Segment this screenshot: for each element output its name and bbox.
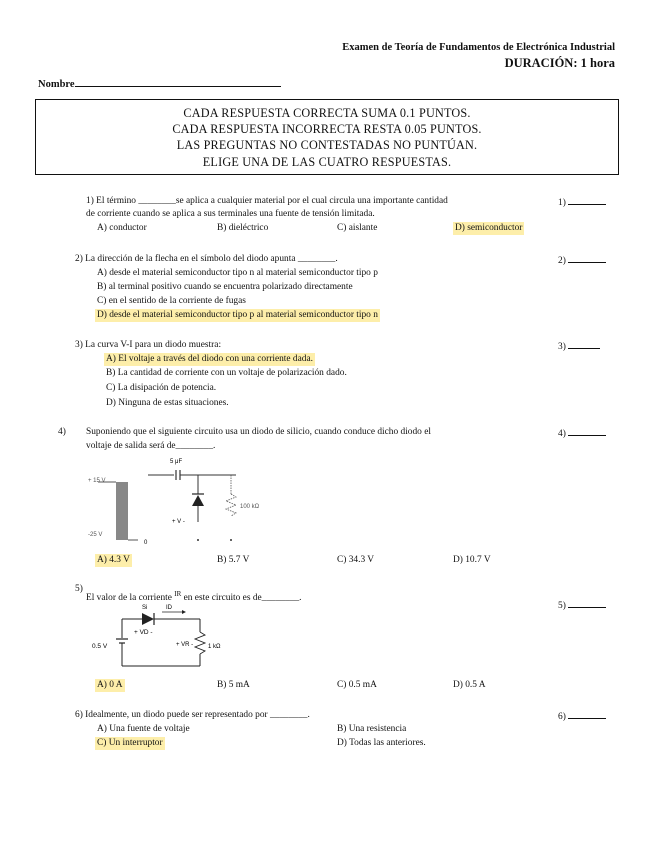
- q5-answer-line: [568, 598, 606, 608]
- q2-option-b: B) al terminal positivo cuando se encuentra polarizado directamente: [97, 282, 353, 292]
- q6-option-d: D) Todas las anteriores.: [337, 738, 426, 748]
- q4-number: 4): [58, 427, 66, 437]
- instruction-line: CADA RESPUESTA INCORRECTA RESTA 0.05 PUNTOS.: [172, 122, 482, 137]
- vin-bottom-label: -25 V: [88, 532, 103, 538]
- q2-answer: [558, 253, 606, 266]
- q6-answer: [558, 709, 606, 722]
- q1-stem-line1: 1) El término ________se aplica a cualquier material por el cual circula una importante cantidad: [86, 196, 448, 206]
- diode-symbol: [192, 495, 204, 506]
- q5-option-c: C) 0.5 mA: [337, 680, 377, 690]
- q2-option-c: C) en el sentido de la corriente de fugas: [97, 296, 246, 306]
- q3-stem: 3) La curva V-I para un diodo muestra:: [75, 340, 222, 350]
- q4-stem-line1: Suponiendo que el siguiente circuito usa un diodo de silicio, cuando conduce dicho diodo el: [86, 427, 431, 437]
- output-terminal: [197, 539, 199, 541]
- q6-answer-line: [568, 709, 606, 719]
- q4-answer: [558, 426, 606, 439]
- q4-circuit-diagram: [86, 454, 306, 554]
- q5-circuit-diagram: [90, 600, 240, 675]
- diode-symbol: [142, 613, 154, 625]
- instructions-box: [35, 99, 619, 175]
- q3-answer-label: 3): [558, 342, 566, 352]
- q2-option-d-selected: D) desde el material semiconductor tipo p al material semiconductor tipo n: [97, 310, 378, 320]
- q4-option-a-selected: A) 4.3 V: [97, 555, 130, 565]
- q5-stem-pre: El valor de la corriente: [86, 593, 172, 604]
- instruction-line: LAS PREGUNTAS NO CONTESTADAS NO PUNTÚAN.: [176, 138, 478, 153]
- r-label: 1 kΩ: [208, 644, 221, 650]
- q4-option-d: D) 10.7 V: [453, 555, 491, 565]
- q1-stem-line2: de corriente cuando se aplica a sus terminales una fuente de tensión limitada.: [86, 209, 375, 219]
- source-label: 0.5 V: [92, 643, 108, 650]
- q2-stem: 2) La dirección de la flecha en el símbolo del diodo apunta ________.: [75, 254, 338, 264]
- q5-stem-post: en este circuito es de________.: [183, 593, 302, 604]
- q4-option-b: B) 5.7 V: [217, 555, 250, 565]
- vin-top-label: + 15 V: [88, 478, 106, 484]
- q6-option-c-selected: C) Un interruptor: [97, 738, 163, 748]
- q6-option-a: A) Una fuente de voltaje: [97, 724, 190, 734]
- q2-option-a: A) desde el material semiconductor tipo n al material semiconductor tipo p: [97, 268, 378, 278]
- q5-option-b: B) 5 mA: [217, 680, 250, 690]
- q5-current-symbol: IR: [174, 590, 182, 598]
- q4-stem-line2: voltaje de salida será de________.: [86, 441, 216, 451]
- vd-label: + V -: [172, 519, 185, 525]
- current-arrowhead: [182, 610, 186, 614]
- ground-label: 0: [144, 540, 148, 546]
- q4-answer-label: 4): [558, 429, 566, 439]
- capacitor-label: 5 μF: [170, 459, 183, 465]
- q4-option-c: C) 34.3 V: [337, 555, 375, 565]
- resistor-symbol: [226, 494, 236, 516]
- exam-title: Examen de Teoría de Fundamentos de Electrónica Industrial: [342, 42, 615, 53]
- q1-answer-line: [568, 195, 606, 205]
- input-waveform-pulse: [116, 482, 128, 540]
- resistor-symbol: [195, 632, 205, 654]
- name-label: Nombre: [38, 79, 75, 90]
- q5-answer: [558, 598, 606, 611]
- q3-option-c: C) La disipación de potencia.: [106, 383, 217, 393]
- q3-option-a-selected: A) El voltaje a través del diodo con una corriente dada.: [106, 354, 313, 364]
- exam-duration: DURACIÓN: 1 hora: [504, 56, 615, 70]
- name-blank-line: [75, 76, 281, 87]
- q1-answer-label: 1): [558, 198, 566, 208]
- q3-answer: [558, 339, 600, 352]
- q2-answer-label: 2): [558, 256, 566, 266]
- q6-option-b: B) Una resistencia: [337, 724, 407, 734]
- vr-label: + VR -: [176, 642, 194, 648]
- instruction-line: CADA RESPUESTA CORRECTA SUMA 0.1 PUNTOS.: [183, 106, 471, 120]
- q5-number: 5): [75, 584, 83, 594]
- q6-answer-label: 6): [558, 712, 566, 722]
- q1-option-c: C) aislante: [337, 223, 378, 233]
- instruction-line: ELIGE UNA DE LAS CUATRO RESPUESTAS.: [202, 154, 452, 169]
- name-field: [38, 76, 281, 90]
- q4-answer-line: [568, 426, 606, 436]
- q3-option-b: B) La cantidad de corriente con un voltaje de polarización dado.: [106, 368, 347, 378]
- q1-answer: [558, 195, 606, 208]
- q1-option-a: A) conductor: [97, 223, 147, 233]
- q1-option-b: B) dieléctrico: [217, 223, 269, 233]
- q5-option-d: D) 0.5 A: [453, 680, 486, 690]
- vd-label: + VD -: [134, 629, 153, 636]
- output-terminal: [230, 539, 232, 541]
- resistor-label: 100 kΩ: [240, 504, 260, 510]
- q5-answer-label: 5): [558, 601, 566, 611]
- si-label: Si: [142, 605, 148, 611]
- q5-option-a-selected: A) 0 A: [97, 680, 123, 690]
- q3-option-d: D) Ninguna de estas situaciones.: [106, 398, 229, 408]
- q1-option-d-selected: D) semiconductor: [455, 223, 523, 233]
- id-label: ID: [166, 605, 172, 611]
- q6-stem: 6) Idealmente, un diodo puede ser representado por ________.: [75, 710, 310, 720]
- q2-answer-line: [568, 253, 606, 263]
- q3-answer-line: [568, 339, 600, 349]
